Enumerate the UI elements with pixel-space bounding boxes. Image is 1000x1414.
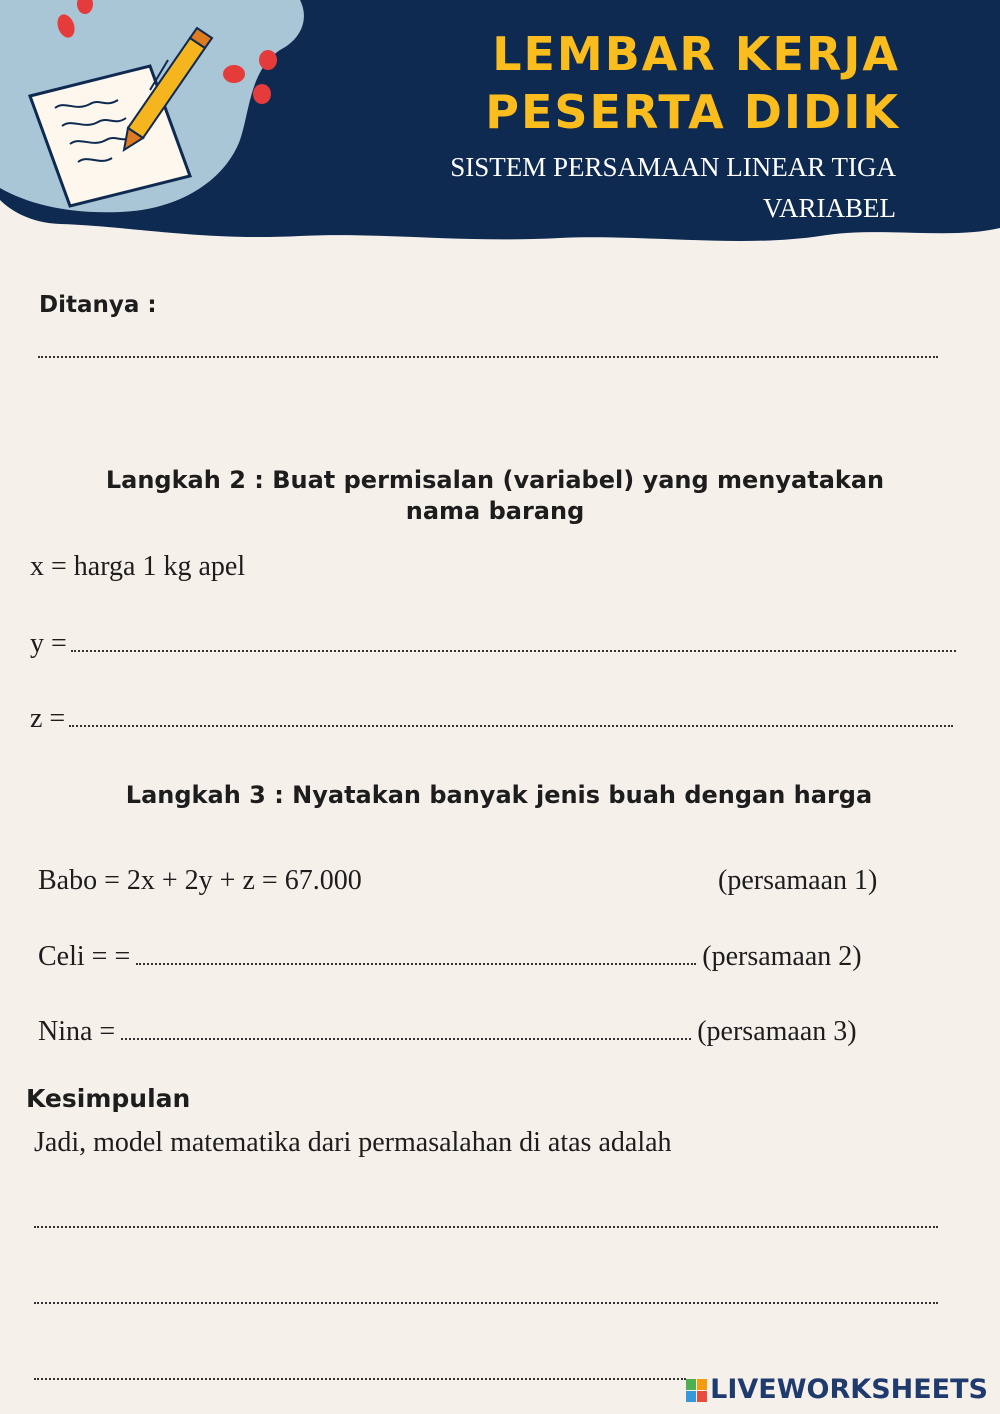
kesimpulan-answer-line-1[interactable] bbox=[34, 1226, 938, 1228]
nina-equation-row bbox=[38, 1016, 857, 1048]
nina-label: Nina = bbox=[38, 1016, 116, 1047]
ditanya-label: Ditanya : bbox=[39, 292, 157, 318]
variable-z-answer-line[interactable] bbox=[69, 725, 953, 727]
kesimpulan-answer-line-2[interactable] bbox=[34, 1302, 938, 1304]
variable-y-row bbox=[30, 628, 962, 660]
celi-answer-line[interactable] bbox=[136, 963, 696, 965]
variable-z-row bbox=[30, 703, 959, 735]
liveworksheets-brand: LIVEWORKSHEETS bbox=[710, 1374, 988, 1405]
worksheet-title-line2: PESERTA DIDIK bbox=[485, 85, 900, 139]
liveworksheets-logo bbox=[686, 1374, 988, 1405]
liveworksheets-badge-icon bbox=[686, 1379, 708, 1403]
nina-answer-line[interactable] bbox=[121, 1038, 691, 1040]
celi-equation-tag: (persamaan 2) bbox=[702, 941, 862, 972]
worksheet-subtitle-line1: SISTEM PERSAMAAN LINEAR TIGA bbox=[450, 152, 896, 182]
celi-equation-row bbox=[38, 941, 862, 973]
kesimpulan-answer-line-3[interactable] bbox=[34, 1378, 686, 1380]
worksheet-title-line1: LEMBAR KERJA bbox=[492, 27, 900, 81]
langkah3-heading: Langkah 3 : Nyatakan banyak jenis buah dengan harga bbox=[125, 781, 873, 809]
babo-equation-tag: (persamaan 1) bbox=[718, 865, 878, 896]
variable-y-answer-line[interactable] bbox=[71, 650, 956, 652]
variable-z-label: z = bbox=[30, 703, 66, 734]
kesimpulan-text: Jadi, model matematika dari permasalahan di atas adalah bbox=[34, 1127, 672, 1158]
variable-y-label: y = bbox=[30, 628, 67, 659]
celi-label: Celi = = bbox=[38, 941, 131, 972]
kesimpulan-heading: Kesimpulan bbox=[26, 1084, 191, 1113]
babo-equation: Babo = 2x + 2y + z = 67.000 bbox=[38, 865, 362, 896]
nina-equation-tag: (persamaan 3) bbox=[697, 1016, 857, 1047]
variable-x-definition: x = harga 1 kg apel bbox=[30, 551, 246, 582]
worksheet-subtitle-line2: VARIABEL bbox=[762, 193, 896, 223]
langkah2-heading-line2: nama barang bbox=[405, 497, 585, 525]
ditanya-answer-line[interactable] bbox=[38, 356, 938, 358]
langkah2-heading-line1: Langkah 2 : Buat permisalan (variabel) yang menyatakan bbox=[105, 466, 885, 494]
